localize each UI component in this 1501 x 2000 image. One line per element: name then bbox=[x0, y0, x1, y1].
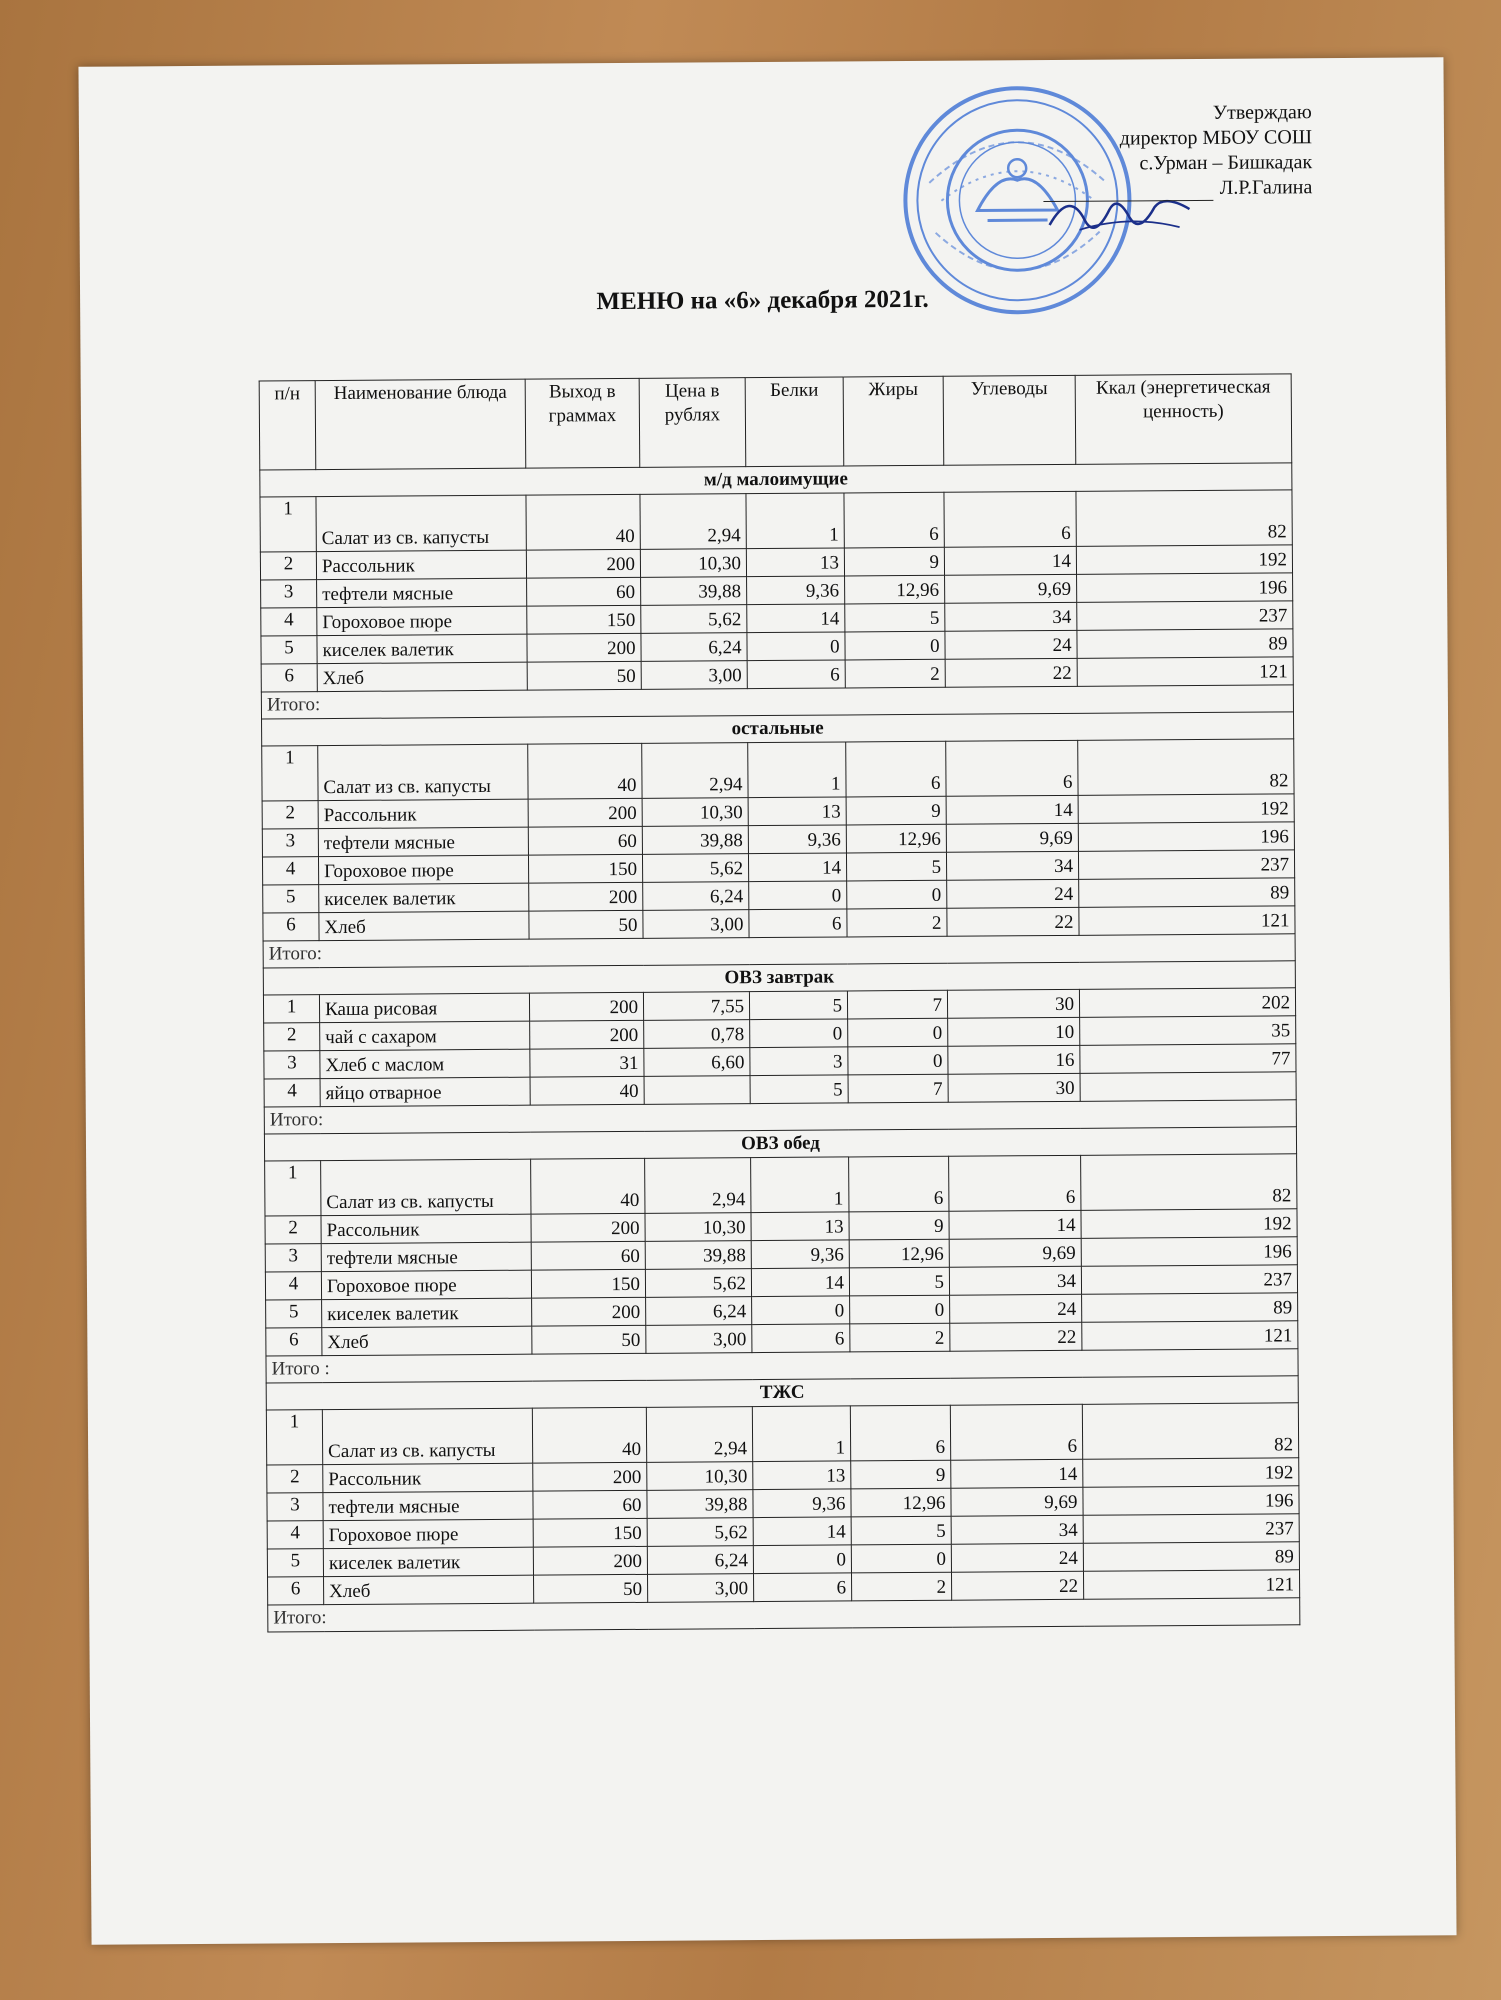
table-cell: 9,36 bbox=[748, 825, 846, 854]
table-cell: 237 bbox=[1078, 850, 1294, 880]
table-cell: 5 bbox=[750, 1075, 848, 1104]
table-cell: 50 bbox=[534, 1574, 648, 1603]
table-cell: 9,69 bbox=[946, 823, 1078, 852]
table-cell: 10 bbox=[948, 1017, 1080, 1046]
table-cell: 22 bbox=[951, 1571, 1083, 1600]
row-index: 4 bbox=[267, 1521, 323, 1549]
table-cell: 5 bbox=[846, 852, 946, 881]
table-cell: 0 bbox=[851, 1544, 951, 1573]
table-cell: 6,60 bbox=[644, 1048, 750, 1077]
table-cell: 13 bbox=[748, 797, 846, 826]
table-cell: 34 bbox=[946, 851, 1078, 880]
header-cell: Цена в рублях bbox=[639, 378, 746, 468]
table-cell: 14 bbox=[751, 1268, 849, 1297]
table-cell: 9,69 bbox=[949, 1238, 1081, 1267]
table-cell: 9 bbox=[846, 796, 946, 825]
dish-name: Рассольник bbox=[321, 1214, 531, 1243]
table-cell: 3,00 bbox=[643, 910, 749, 939]
dish-name: чай с сахаром bbox=[320, 1021, 530, 1050]
table-cell: 150 bbox=[531, 1269, 645, 1298]
table-cell: 5,62 bbox=[641, 605, 747, 634]
table-cell: 0 bbox=[750, 1019, 848, 1048]
table-cell: 6 bbox=[946, 740, 1078, 796]
table-cell: 196 bbox=[1077, 573, 1293, 603]
table-cell: 10,30 bbox=[647, 1462, 753, 1491]
table-cell: 14 bbox=[748, 853, 846, 882]
table-cell: 192 bbox=[1078, 794, 1294, 824]
row-index: 3 bbox=[265, 1244, 321, 1272]
table-cell: 9,69 bbox=[951, 1487, 1083, 1516]
header-cell: Ккал (энергетическая ценность) bbox=[1075, 374, 1292, 465]
table-cell: 6,24 bbox=[646, 1297, 752, 1326]
table-cell bbox=[1080, 1072, 1296, 1102]
table-cell: 40 bbox=[531, 1158, 645, 1214]
dish-name: тефтели мясные bbox=[323, 1491, 533, 1520]
table-cell: 60 bbox=[527, 577, 641, 606]
table-cell: 40 bbox=[528, 743, 642, 799]
table-cell: 24 bbox=[950, 1294, 1082, 1323]
dish-name: Хлеб с маслом bbox=[320, 1049, 530, 1078]
dish-name: тефтели мясные bbox=[318, 827, 528, 856]
approval-line-4 bbox=[1044, 175, 1313, 202]
table-cell: 0 bbox=[847, 880, 947, 909]
table-cell: 5,62 bbox=[647, 1518, 753, 1547]
section-title: ОВЗ завтрак bbox=[263, 961, 1295, 995]
table-cell: 12,96 bbox=[849, 1239, 949, 1268]
table-cell: 34 bbox=[949, 1266, 1081, 1295]
table-cell: 9 bbox=[849, 1211, 949, 1240]
table-cell: 16 bbox=[948, 1045, 1080, 1074]
table-cell: 6,24 bbox=[643, 882, 749, 911]
row-index: 4 bbox=[265, 1272, 321, 1300]
table-cell: 200 bbox=[527, 633, 641, 662]
table-cell: 13 bbox=[753, 1461, 851, 1490]
row-index: 5 bbox=[266, 1300, 322, 1328]
header-cell: Наименование блюда bbox=[315, 379, 526, 469]
table-cell: 9,36 bbox=[751, 1240, 849, 1269]
section-title: ОВЗ обед bbox=[264, 1127, 1296, 1161]
table-cell: 89 bbox=[1077, 629, 1293, 659]
table-cell: 6 bbox=[850, 1405, 950, 1461]
table-cell: 6 bbox=[844, 492, 944, 548]
row-index: 1 bbox=[260, 497, 316, 552]
table-cell: 13 bbox=[751, 1212, 849, 1241]
table-cell: 6 bbox=[949, 1155, 1081, 1211]
table-cell: 34 bbox=[951, 1515, 1083, 1544]
table-cell: 3 bbox=[750, 1047, 848, 1076]
table-cell: 0,78 bbox=[644, 1020, 750, 1049]
table-cell: 10,30 bbox=[642, 798, 748, 827]
table-cell: 50 bbox=[529, 910, 643, 939]
table-cell: 77 bbox=[1080, 1044, 1296, 1074]
table-cell: 6 bbox=[753, 1573, 851, 1602]
dish-name: Хлеб bbox=[319, 911, 529, 940]
table-cell: 39,88 bbox=[647, 1490, 753, 1519]
table-cell: 2 bbox=[845, 659, 945, 688]
row-index: 6 bbox=[268, 1577, 324, 1605]
document-page bbox=[78, 57, 1456, 1944]
table-cell: 7,55 bbox=[643, 992, 749, 1021]
table-cell: 10,30 bbox=[645, 1213, 751, 1242]
table-cell: 82 bbox=[1081, 1154, 1297, 1211]
row-index: 4 bbox=[261, 608, 317, 636]
row-index: 2 bbox=[267, 1465, 323, 1493]
table-cell: 10,30 bbox=[640, 549, 746, 578]
dish-name: тефтели мясные bbox=[321, 1242, 531, 1271]
table-cell: 200 bbox=[526, 549, 640, 578]
table-cell: 1 bbox=[752, 1406, 850, 1462]
dish-name: Хлеб bbox=[324, 1575, 534, 1604]
table-cell: 121 bbox=[1083, 1570, 1299, 1600]
table-cell: 30 bbox=[947, 989, 1079, 1018]
section-title: м/д малоимущие bbox=[260, 463, 1292, 497]
table-cell: 200 bbox=[529, 882, 643, 911]
table-cell: 150 bbox=[533, 1518, 647, 1547]
header-cell: Углеводы bbox=[943, 375, 1076, 465]
table-cell: 121 bbox=[1079, 906, 1295, 936]
table-cell: 12,96 bbox=[851, 1488, 951, 1517]
table-cell: 0 bbox=[848, 1018, 948, 1047]
dish-name: тефтели мясные bbox=[317, 578, 527, 607]
row-index: 3 bbox=[262, 829, 318, 857]
dish-name: Салат из св. капусты bbox=[321, 1159, 531, 1215]
dish-name: Гороховое пюре bbox=[318, 855, 528, 884]
table-cell: 0 bbox=[753, 1545, 851, 1574]
table-cell: 192 bbox=[1083, 1458, 1299, 1488]
table-cell: 40 bbox=[532, 1407, 646, 1463]
total-row bbox=[268, 1598, 1300, 1632]
dish-name: Салат из св. капусты bbox=[318, 744, 528, 800]
table-cell: 196 bbox=[1083, 1486, 1299, 1516]
table-cell: 192 bbox=[1081, 1209, 1297, 1239]
table-cell: 14 bbox=[946, 795, 1078, 824]
table-cell: 82 bbox=[1078, 739, 1294, 796]
table-cell: 5 bbox=[845, 603, 945, 632]
table-cell: 1 bbox=[746, 493, 844, 549]
table-cell: 192 bbox=[1076, 545, 1292, 575]
table-cell: 200 bbox=[528, 798, 642, 827]
table-cell: 39,88 bbox=[641, 577, 747, 606]
table-cell: 31 bbox=[530, 1048, 644, 1077]
table-cell: 14 bbox=[949, 1210, 1081, 1239]
dish-name: Салат из св. капусты bbox=[322, 1408, 532, 1464]
table-cell: 89 bbox=[1082, 1293, 1298, 1323]
row-index: 4 bbox=[264, 1079, 320, 1107]
table-cell: 121 bbox=[1077, 657, 1293, 687]
table-cell: 0 bbox=[747, 632, 845, 661]
table-cell: 9 bbox=[844, 547, 944, 576]
table-cell: 22 bbox=[945, 658, 1077, 687]
total-label: Итого: bbox=[261, 685, 1293, 719]
table-cell: 14 bbox=[747, 604, 845, 633]
table-cell: 9,36 bbox=[753, 1489, 851, 1518]
table-cell: 121 bbox=[1082, 1321, 1298, 1351]
table-cell: 40 bbox=[526, 494, 640, 550]
row-index: 6 bbox=[263, 913, 319, 941]
row-index: 1 bbox=[263, 995, 319, 1023]
total-label: Итого : bbox=[266, 1349, 1298, 1383]
table-cell: 3,00 bbox=[647, 1574, 753, 1603]
table-cell: 2 bbox=[847, 908, 947, 937]
page-title: МЕНЮ на «6» декабря 2021г. bbox=[596, 285, 929, 316]
row-index: 2 bbox=[262, 801, 318, 829]
table-cell: 237 bbox=[1077, 601, 1293, 631]
row-index: 5 bbox=[267, 1549, 323, 1577]
table-header-row bbox=[259, 374, 1292, 470]
table-cell: 196 bbox=[1081, 1237, 1297, 1267]
table-cell: 5 bbox=[849, 1267, 949, 1296]
table-cell: 14 bbox=[944, 546, 1076, 575]
dish-name: Хлеб bbox=[322, 1326, 532, 1355]
table-cell: 89 bbox=[1083, 1542, 1299, 1572]
total-label: Итого: bbox=[264, 1100, 1296, 1134]
table-cell: 200 bbox=[530, 1020, 644, 1049]
table-cell: 60 bbox=[531, 1241, 645, 1270]
table-cell: 2 bbox=[851, 1572, 951, 1601]
dish-name: Каша рисовая bbox=[319, 993, 529, 1022]
table-cell: 200 bbox=[533, 1462, 647, 1491]
table-cell: 82 bbox=[1082, 1403, 1298, 1460]
table-cell: 5 bbox=[749, 991, 847, 1020]
table-cell: 3,00 bbox=[646, 1325, 752, 1354]
table-cell: 150 bbox=[527, 605, 641, 634]
table-row bbox=[260, 490, 1292, 552]
table-cell: 5 bbox=[851, 1516, 951, 1545]
row-index: 2 bbox=[265, 1216, 321, 1244]
table-cell: 2,94 bbox=[642, 743, 748, 799]
header-cell: Белки bbox=[745, 377, 844, 467]
table-cell: 30 bbox=[948, 1073, 1080, 1102]
table-cell: 7 bbox=[848, 1074, 948, 1103]
dish-name: Гороховое пюре bbox=[323, 1519, 533, 1548]
table-cell: 50 bbox=[527, 661, 641, 690]
table-cell: 6 bbox=[944, 491, 1076, 547]
table-cell: 6 bbox=[849, 1156, 949, 1212]
approval-block bbox=[1043, 100, 1312, 202]
table-cell: 196 bbox=[1078, 822, 1294, 852]
table-cell: 6 bbox=[749, 909, 847, 938]
table-cell: 50 bbox=[532, 1325, 646, 1354]
table-cell: 200 bbox=[532, 1297, 646, 1326]
table-cell: 237 bbox=[1081, 1265, 1297, 1295]
table-cell: 200 bbox=[531, 1213, 645, 1242]
table-cell: 12,96 bbox=[846, 824, 946, 853]
table-cell: 14 bbox=[753, 1517, 851, 1546]
table-cell: 2,94 bbox=[640, 494, 746, 550]
table-cell: 24 bbox=[947, 879, 1079, 908]
row-index: 3 bbox=[261, 580, 317, 608]
dish-name: Рассольник bbox=[318, 799, 528, 828]
table-cell: 200 bbox=[533, 1546, 647, 1575]
table-cell: 6 bbox=[747, 660, 845, 689]
table-cell: 1 bbox=[748, 742, 846, 798]
dish-name: Рассольник bbox=[323, 1463, 533, 1492]
table-cell: 0 bbox=[848, 1046, 948, 1075]
table-cell: 24 bbox=[951, 1543, 1083, 1572]
section-title: ТЖС bbox=[266, 1376, 1298, 1410]
table-cell: 22 bbox=[947, 907, 1079, 936]
table-cell: 9 bbox=[851, 1460, 951, 1489]
table-cell: 0 bbox=[749, 881, 847, 910]
dish-name: Хлеб bbox=[317, 662, 527, 691]
table-row bbox=[266, 1403, 1298, 1465]
table-cell: 12,96 bbox=[845, 575, 945, 604]
total-label: Итого: bbox=[268, 1598, 1300, 1632]
table-cell: 6 bbox=[950, 1404, 1082, 1460]
dish-name: Гороховое пюре bbox=[321, 1270, 531, 1299]
section-title: остальные bbox=[262, 712, 1294, 746]
row-index: 4 bbox=[262, 857, 318, 885]
row-index: 2 bbox=[264, 1023, 320, 1051]
table-cell: 24 bbox=[945, 630, 1077, 659]
table-row bbox=[265, 1154, 1297, 1216]
dish-name: киселек валетик bbox=[319, 883, 529, 912]
header-cell: Жиры bbox=[843, 376, 944, 466]
row-index: 3 bbox=[267, 1493, 323, 1521]
table-cell: 9,36 bbox=[747, 576, 845, 605]
table-cell bbox=[644, 1076, 750, 1105]
table-cell: 39,88 bbox=[642, 826, 748, 855]
dish-name: Рассольник bbox=[316, 550, 526, 579]
row-index: 3 bbox=[264, 1051, 320, 1079]
dish-name: киселек валетик bbox=[317, 634, 527, 663]
table-cell: 7 bbox=[847, 990, 947, 1019]
table-row bbox=[262, 739, 1294, 801]
table-cell: 40 bbox=[530, 1076, 644, 1105]
row-index: 1 bbox=[265, 1161, 321, 1216]
table-cell: 22 bbox=[950, 1322, 1082, 1351]
header-cell: Выход в граммах bbox=[525, 378, 640, 468]
row-index: 2 bbox=[260, 552, 316, 580]
dish-name: яйцо отварное bbox=[320, 1077, 530, 1106]
menu-table-body bbox=[260, 463, 1300, 1632]
table-cell: 6,24 bbox=[647, 1546, 753, 1575]
table-cell: 0 bbox=[845, 631, 945, 660]
table-cell: 3,00 bbox=[641, 661, 747, 690]
table-cell: 6,24 bbox=[641, 633, 747, 662]
table-cell: 82 bbox=[1076, 490, 1292, 547]
row-index: 6 bbox=[261, 664, 317, 692]
table-cell: 13 bbox=[746, 548, 844, 577]
approval-line-2: директор МБОУ СОШ bbox=[1119, 126, 1313, 150]
table-cell: 39,88 bbox=[645, 1241, 751, 1270]
dish-name: киселек валетик bbox=[323, 1547, 533, 1576]
dish-name: Гороховое пюре bbox=[317, 606, 527, 635]
dish-name: Салат из св. капусты bbox=[316, 495, 526, 551]
table-cell: 0 bbox=[752, 1296, 850, 1325]
table-cell: 202 bbox=[1079, 988, 1295, 1018]
table-cell: 14 bbox=[951, 1459, 1083, 1488]
dish-name: киселек валетик bbox=[322, 1298, 532, 1327]
table-cell: 89 bbox=[1079, 878, 1295, 908]
table-cell: 2 bbox=[850, 1323, 950, 1352]
row-index: 6 bbox=[266, 1328, 322, 1356]
table-cell: 0 bbox=[850, 1295, 950, 1324]
header-cell: п/н bbox=[259, 381, 316, 470]
table-cell: 60 bbox=[533, 1490, 647, 1519]
table-cell: 5,62 bbox=[642, 854, 748, 883]
table-cell: 2,94 bbox=[646, 1407, 752, 1463]
approval-line-1: Утверждаю bbox=[1212, 101, 1312, 124]
table-cell: 35 bbox=[1080, 1016, 1296, 1046]
menu-table bbox=[259, 373, 1301, 1632]
table-cell: 237 bbox=[1083, 1514, 1299, 1544]
total-label: Итого: bbox=[263, 934, 1295, 968]
approval-line-3: с.Урман – Бишкадак bbox=[1139, 151, 1313, 175]
table-cell: 2,94 bbox=[645, 1158, 751, 1214]
table-cell: 60 bbox=[528, 826, 642, 855]
table-cell: 6 bbox=[846, 741, 946, 797]
table-cell: 6 bbox=[752, 1324, 850, 1353]
table-cell: 34 bbox=[945, 602, 1077, 631]
table-cell: 1 bbox=[751, 1157, 849, 1213]
row-index: 1 bbox=[262, 746, 318, 801]
table-cell: 150 bbox=[528, 854, 642, 883]
approval-signer: Л.Р.Галина bbox=[1219, 176, 1313, 199]
row-index: 5 bbox=[263, 885, 319, 913]
row-index: 1 bbox=[266, 1410, 322, 1465]
table-cell: 200 bbox=[529, 992, 643, 1021]
table-cell: 5,62 bbox=[645, 1269, 751, 1298]
table-cell: 9,69 bbox=[945, 574, 1077, 603]
row-index: 5 bbox=[261, 636, 317, 664]
